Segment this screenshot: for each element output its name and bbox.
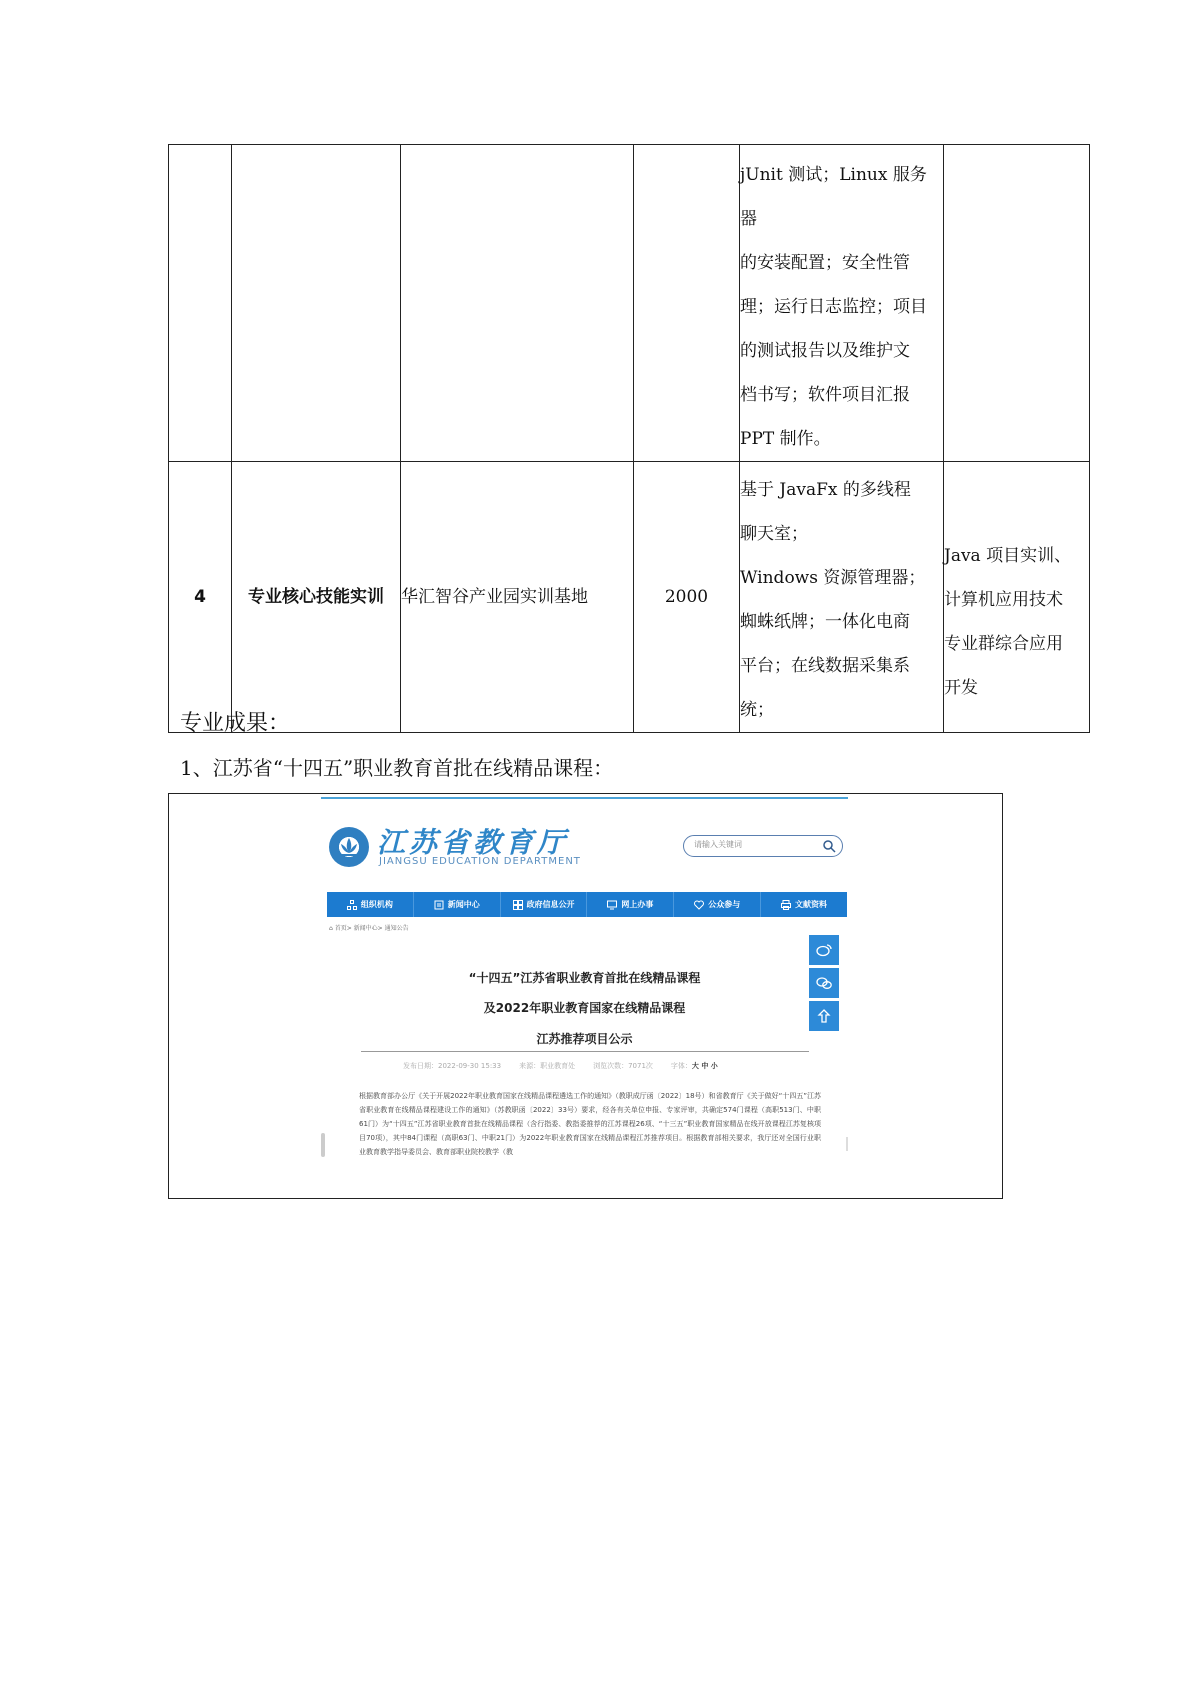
nav-item-gov-info[interactable]: [501, 892, 588, 917]
nav-label: 组织机构: [360, 900, 393, 909]
article-title-line: 江苏推荐项目公示: [536, 1032, 633, 1046]
breadcrumb: [329, 923, 409, 932]
nav-item-org[interactable]: [327, 892, 414, 917]
section-title: 专业成果：: [180, 711, 291, 736]
text-line: 专业群综合应用: [944, 634, 1063, 654]
item-title: 1、江苏省“十四五”职业教育首批在线精品课程：: [180, 756, 614, 780]
nav-item-documents[interactable]: [761, 892, 847, 917]
search-input[interactable]: [683, 835, 843, 857]
text-line: PPT 制作。: [740, 429, 831, 449]
text-line: 统；: [740, 700, 774, 720]
training-content-cell: [740, 145, 944, 462]
lotus-logo-icon: [329, 827, 369, 867]
course-cell: [944, 462, 1090, 733]
nav-item-public[interactable]: [674, 892, 761, 917]
font-size-options[interactable]: 大 中 小: [691, 1062, 718, 1070]
top-accent-line: [321, 797, 848, 799]
text-line: 档书写；软件项目汇报: [740, 385, 910, 405]
weibo-icon: [816, 943, 832, 957]
home-icon: ⌂: [329, 925, 335, 932]
nav-label: 网上办事: [621, 900, 654, 909]
nav-label: 新闻中心: [447, 900, 480, 909]
text-line: 的安装配置；安全性管: [740, 253, 910, 273]
training-content-cell: [740, 462, 944, 733]
article-source: 来源：职业教育处: [519, 1062, 576, 1070]
training-name: 专业核心技能实训: [232, 462, 401, 733]
screenshot-frame: [168, 793, 1003, 1199]
text-line: 开发: [944, 678, 978, 698]
font-size-control: [671, 1061, 718, 1071]
main-nav: [327, 892, 847, 917]
table-cell: [634, 145, 740, 462]
left-scroll-handle[interactable]: [321, 1133, 325, 1157]
article-title-line: “十四五”江苏省职业教育首批在线精品课程: [468, 971, 701, 985]
table-cell: [401, 145, 634, 462]
text-line: 的测试报告以及维护文: [740, 341, 910, 361]
article-body: 根据教育部办公厅《关于开展2022年职业教育国家在线精品课程遴选工作的通知》（教职成厅函〔2022〕18号）和省教育厅《关于做好“十四五”江苏省职业教育在线精品课程建设工作的通知》（苏教职函〔2022〕33号）要求，经各有关单位申报、专家评审，共确定574门课程（高职513门、中职61门）为“十四五”江苏省职业教育首批在线精品课程（含行指委、教指委推荐的江苏课程26项、“十三五”职业教育国家精品在线开放课程江苏复核项目70项），其中84门课程（高职63门、中职21门）为2022年职业教育国家在线精品课程江苏推荐项目。根据教育部相关要求，我厅还对全国行业职业教育教学指导委员会、教育部职业院校教学（教: [359, 1092, 821, 1156]
view-count: 浏览次数：7071次: [593, 1062, 653, 1070]
text-line: 计算机应用技术: [944, 590, 1063, 610]
title-divider: [361, 1051, 809, 1052]
nav-label: 文献资料: [795, 900, 828, 909]
training-plan-table: [168, 144, 1090, 733]
grid-icon: [513, 900, 523, 910]
printer-icon: [781, 900, 791, 910]
org-chart-icon: [347, 900, 357, 910]
text-line: Windows 资源管理器；: [740, 568, 926, 588]
search-icon[interactable]: [822, 838, 836, 857]
weibo-share-button[interactable]: [809, 935, 839, 965]
nav-item-news[interactable]: [414, 892, 501, 917]
nav-label: 政府信息公开: [526, 900, 575, 909]
nav-label: 公众参与: [708, 900, 741, 909]
table-cell: [232, 145, 401, 462]
text-line: 基于 JavaFx 的多线程: [740, 480, 911, 500]
row-number: 4: [169, 462, 232, 733]
table-cell: [944, 145, 1090, 462]
heart-icon: [694, 900, 704, 910]
site-logo-text: 江苏省教育厅: [377, 826, 570, 859]
publish-date: 发布日期：2022-09-30 15:33: [403, 1062, 502, 1070]
breadcrumb-text[interactable]: 首页> 新闻中心> 通知公告: [334, 925, 409, 932]
right-scroll-handle[interactable]: [846, 1137, 848, 1151]
document-icon: [434, 900, 444, 910]
table-cell: [169, 145, 232, 462]
text-line: Java 项目实训、: [944, 546, 1072, 566]
training-hours: 2000: [634, 462, 740, 733]
training-base: 华汇智谷产业园实训基地: [401, 462, 634, 733]
text-line: 聊天室；: [740, 524, 808, 544]
text-line: 理；运行日志监控；项目: [740, 297, 927, 317]
article-title-line: 及2022年职业教育国家在线精品课程: [483, 1001, 686, 1015]
monitor-icon: [607, 900, 617, 910]
text-line: jUnit 测试；Linux 服务器: [740, 165, 927, 229]
site-logo-subtitle: JIANGSU EDUCATION DEPARTMENT: [379, 856, 581, 867]
table-row: [169, 145, 1090, 462]
article-meta: [403, 1061, 718, 1071]
nav-item-online-service[interactable]: [587, 892, 674, 917]
text-line: 蜘蛛纸牌；一体化电商: [740, 612, 910, 632]
search-placeholder: 请输入关键词: [694, 840, 742, 849]
text-line: 平台；在线数据采集系: [740, 656, 910, 676]
font-label: 字体：: [670, 1062, 692, 1070]
table-row: [169, 462, 1090, 733]
website-screenshot: [321, 797, 848, 1193]
